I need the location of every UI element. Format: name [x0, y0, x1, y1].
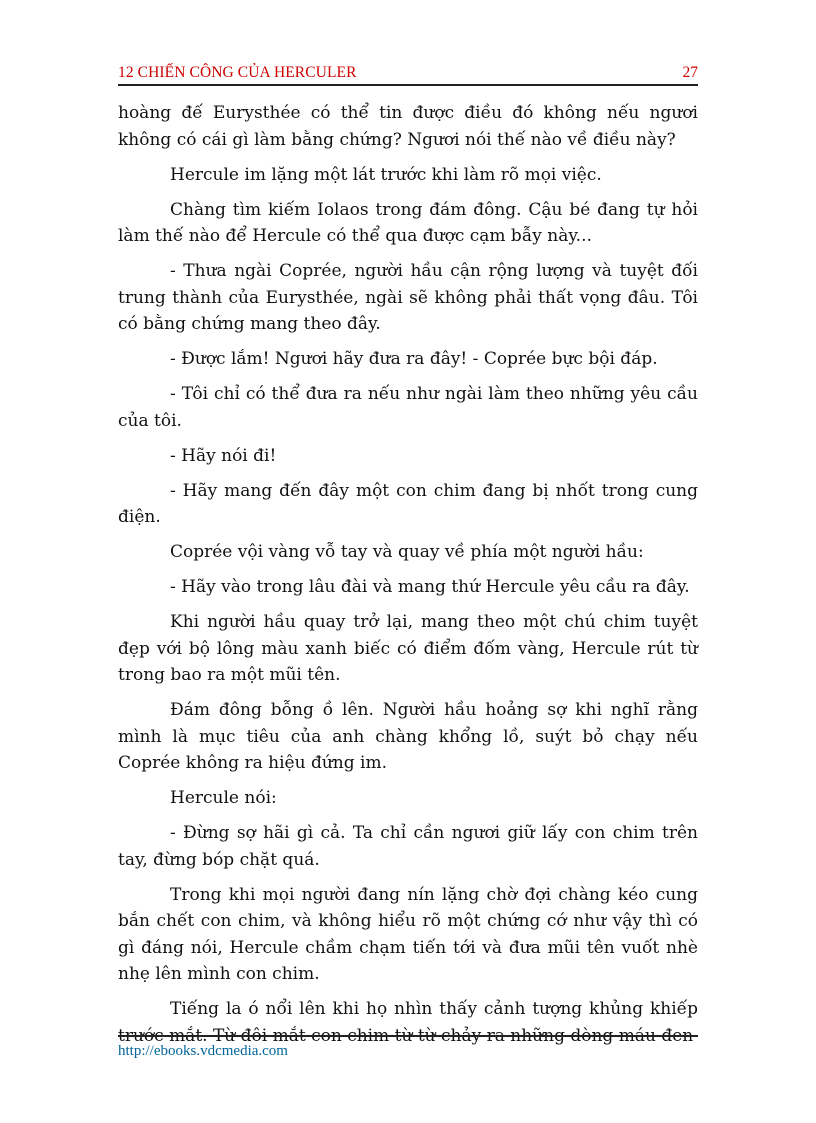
paragraph: Chàng tìm kiếm Iolaos trong đám đông. Cậu bé đang tự hỏi làm thế nào để Hercule có thể qua được cạm bẫy này...	[118, 199, 698, 246]
paragraph: Hercule nói:	[170, 788, 277, 808]
paragraph: Khi người hầu quay trở lại, mang theo một chú chim tuyệt đẹp với bộ lông màu xanh biếc có điểm đốm vàng, Hercule rút từ trong bao ra một mũi tên.	[118, 612, 698, 685]
paragraph: - Thưa ngài Coprée, người hầu cận rộng lượng và tuyệt đối trung thành của Eurysthée, ngài sẽ không phải thất vọng đâu. Tôi có bằng chứng mang theo đây.	[118, 261, 698, 334]
paragraph: - Hãy vào trong lâu đài và mang thứ Hercule yêu cầu ra đây.	[170, 577, 690, 597]
paragraph: Trong khi mọi người đang nín lặng chờ đợi chàng kéo cung bắn chết con chim, và không hiểu rõ một chứng cớ như vậy thì có gì đáng nói, Hercule chầm chạm tiến tới và đưa mũi tên vuốt nhè nhẹ lên mình con chim.	[118, 884, 698, 984]
book-title: 12 CHIẾN CÔNG CỦA HERCULER	[118, 64, 357, 81]
paragraph: Đám đông bỗng ồ lên. Người hầu hoảng sợ khi nghĩ rằng mình là mục tiêu của anh chàng khổng lồ, suýt bỏ chạy nếu Coprée không ra hiệu đứng im.	[118, 700, 698, 773]
paragraph: - Được lắm! Ngươi hãy đưa ra đây! - Coprée bực bội đáp.	[170, 349, 658, 369]
paragraph: - Hãy mang đến đây một con chim đang bị nhốt trong cung điện.	[118, 480, 698, 527]
running-header	[118, 62, 698, 86]
page-number: 27	[682, 64, 698, 81]
paragraph: - Hãy nói đi!	[170, 445, 277, 466]
page-footer	[118, 1035, 698, 1060]
paragraph: Hercule im lặng một lát trước khi làm rõ mọi việc.	[170, 164, 602, 185]
page-body	[118, 100, 698, 1058]
website-link[interactable]: http://ebooks.vdcmedia.com	[118, 1043, 288, 1059]
paragraph: - Tôi chỉ có thể đưa ra nếu như ngài làm theo những yêu cầu của tôi.	[118, 384, 698, 431]
paragraph-continuation: hoàng đế Eurysthée có thể tin được điều đó không nếu ngươi không có cái gì làm bằng chứng? Ngươi nói thế nào về điều này?	[118, 103, 698, 150]
paragraph: Coprée vội vàng vỗ tay và quay về phía một người hầu:	[170, 542, 644, 562]
paragraph: - Đừng sợ hãi gì cả. Ta chỉ cần ngươi giữ lấy con chim trên tay, đừng bóp chặt quá.	[118, 823, 698, 870]
paragraph: Tiếng la ó nổi lên khi họ nhìn thấy cảnh tượng khủng khiếp trước mắt. Từ đôi mắt con chim từ từ chảy ra những dòng máu đen	[118, 999, 698, 1046]
